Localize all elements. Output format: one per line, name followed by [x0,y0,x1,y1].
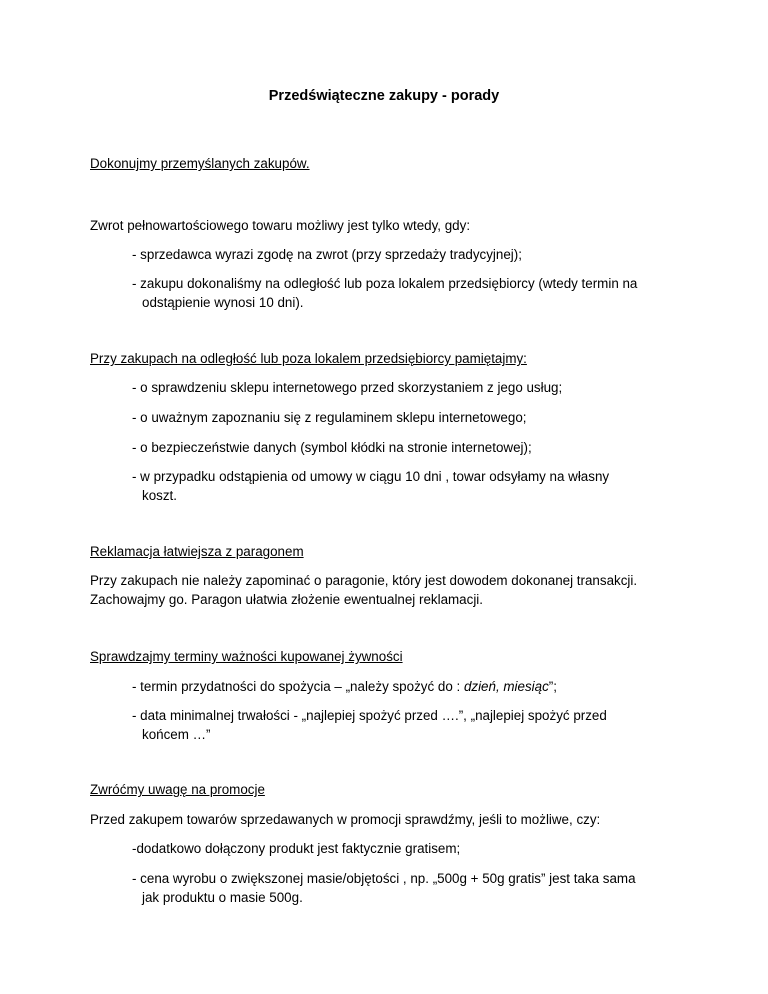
returns-item-text: - zakupu dokonaliśmy na odległość lub poza lokalem przedsiębiorcy (wtedy termin na [132,276,638,291]
remote-item-text: - o uważnym zapoznaniu się z regulaminem sklepu internetowego; [132,410,527,425]
remote-item-text-cont: koszt. [142,488,177,503]
expiry-item-text: - termin przydatności do spożycia – „należy spożyć do : [132,679,464,694]
expiry-item-text-end: ”; [548,679,557,694]
complaints-paragraph [90,571,690,609]
returns-item-text-cont: odstąpienie wynosi 10 dni). [142,295,304,310]
promotions-item [132,869,692,907]
promotions-item-text: -dodatkowo dołączony produkt jest faktycznie gratisem; [132,841,461,856]
expiry-item [132,706,692,744]
remote-item [132,408,692,427]
returns-intro: Zwrot pełnowartościowego towaru możliwy jest tylko wtedy, gdy: [90,218,471,233]
expiry-item-text-cont: końcem …” [142,727,211,742]
section-heading-thoughtful-shopping: Dokonujmy przemyślanych zakupów. [90,156,310,171]
remote-item [132,438,692,457]
remote-item-text: - w przypadku odstąpienia od umowy w ciągu 10 dni , towar odsyłamy na własny [132,469,610,484]
remote-item [132,378,692,397]
expiry-item-italic: dzień, miesiąc [463,679,549,694]
remote-item-text: - o bezpieczeństwie danych (symbol kłódki na stronie internetowej); [132,440,532,455]
promotions-item-text: - cena wyrobu o zwiększonej masie/objętości , np. „500g + 50g gratis” jest taka sama [132,871,636,886]
section-heading-expiry-dates: Sprawdzajmy terminy ważności kupowanej żywności [90,649,403,664]
section-heading-remote-purchases: Przy zakupach na odległość lub poza lokalem przedsiębiorcy pamiętajmy: [90,351,527,366]
page-title: Przedświąteczne zakupy - porady [268,88,500,104]
promotions-item [132,839,692,858]
complaints-line: Przy zakupach nie należy zapominać o paragonie, który jest dowodem dokonanej transakcji. [90,573,638,588]
promotions-item-text-cont: jak produktu o masie 500g. [142,890,303,905]
expiry-item-text: - data minimalnej trwałości - „najlepiej spożyć przed ….”, „najlepiej spożyć przed [132,708,607,723]
returns-item [132,274,692,312]
remote-item [132,467,692,505]
complaints-line: Zachowajmy go. Paragon ułatwia złożenie ewentualnej reklamacji. [90,592,483,607]
remote-item-text: - o sprawdzeniu sklepu internetowego przed skorzystaniem z jego usług; [132,380,563,395]
promotions-intro: Przed zakupem towarów sprzedawanych w promocji sprawdźmy, jeśli to możliwe, czy: [90,812,601,827]
section-heading-promotions: Zwróćmy uwagę na promocje [90,782,265,797]
returns-item [132,245,692,264]
expiry-item [132,677,692,696]
returns-item-text: - sprzedawca wyrazi zgodę na zwrot (przy sprzedaży tradycyjnej); [132,247,522,262]
section-heading-complaints: Reklamacja łatwiejsza z paragonem [90,544,304,559]
